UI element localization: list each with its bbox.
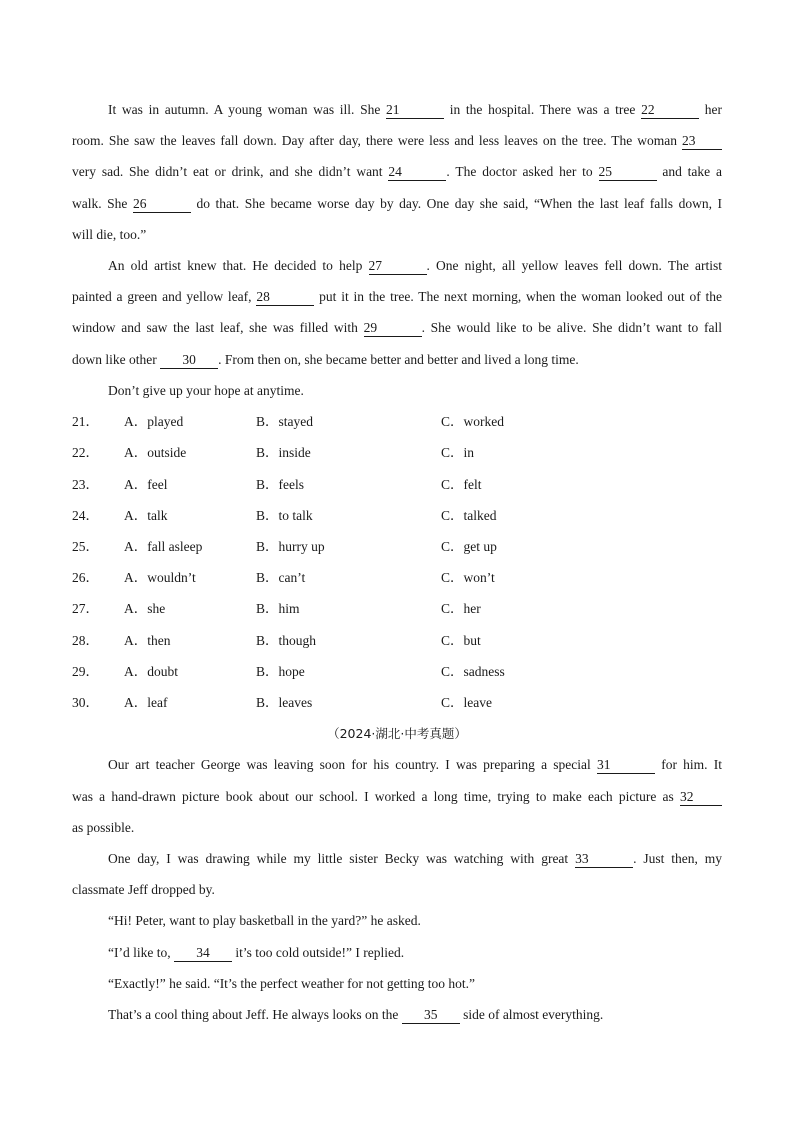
passage1-line-8: window and saw the last leaf, she was filled with 29 . She would like to be alive. She didn’t want to fall	[72, 320, 722, 335]
option-a[interactable]: A．doubt	[124, 664, 178, 679]
option-a[interactable]: A．fall asleep	[124, 539, 203, 554]
option-c[interactable]: C．sadness	[441, 664, 505, 679]
question-26	[72, 568, 732, 588]
blank-33[interactable]: 33	[575, 851, 633, 868]
passage1-line-4: walk. She 26 do that. She became worse day by day. One day she said, “When the last leaf falls down, I	[72, 196, 723, 211]
question-22	[72, 443, 732, 463]
option-c[interactable]: C．felt	[441, 477, 482, 492]
question-27	[72, 599, 732, 619]
question-number: 30．	[72, 695, 99, 710]
question-25	[72, 537, 732, 557]
option-b[interactable]: B．though	[256, 633, 317, 648]
option-c[interactable]: C．talked	[441, 508, 497, 523]
passage2-line-6: “Hi! Peter, want to play basketball in the yard?” he asked.	[108, 913, 421, 928]
question-23	[72, 475, 732, 495]
passage2-line-8: “Exactly!” he said. “It’s the perfect weather for not getting too hot.”	[108, 976, 475, 991]
option-b[interactable]: B．feels	[256, 477, 304, 492]
passage2-line-1: Our art teacher George was leaving soon for his country. I was preparing a special 31 for him. It	[108, 757, 722, 772]
question-21	[72, 412, 732, 432]
question-number: 25．	[72, 539, 99, 554]
blank-22[interactable]: 22	[641, 102, 699, 119]
option-c[interactable]: C．leave	[441, 695, 492, 710]
passage1-line-10: Don’t give up your hope at anytime.	[108, 383, 304, 398]
passage1-line-9: down like other 30 . From then on, she became better and better and lived a long time.	[72, 352, 579, 367]
option-a[interactable]: A．played	[124, 414, 184, 429]
option-a[interactable]: A．wouldn’t	[124, 570, 196, 585]
blank-32[interactable]: 32	[680, 789, 722, 806]
question-number: 26．	[72, 570, 99, 585]
option-b[interactable]: B．leaves	[256, 695, 313, 710]
option-b[interactable]: B．hurry up	[256, 539, 325, 554]
question-number: 22．	[72, 445, 99, 460]
question-number: 29．	[72, 664, 99, 679]
blank-24[interactable]: 24	[388, 164, 446, 181]
question-24	[72, 506, 732, 526]
blank-23[interactable]: 23	[682, 133, 722, 150]
blank-34[interactable]: 34	[174, 945, 232, 962]
option-a[interactable]: A．talk	[124, 508, 168, 523]
question-number: 28．	[72, 633, 99, 648]
question-28	[72, 631, 732, 651]
option-c[interactable]: C．won’t	[441, 570, 495, 585]
option-c[interactable]: C．her	[441, 601, 481, 616]
option-c[interactable]: C．get up	[441, 539, 497, 554]
blank-35[interactable]: 35	[402, 1007, 460, 1024]
passage2-line-2: was a hand-drawn picture book about our school. I worked a long time, trying to make each picture as 32	[72, 787, 722, 807]
passage2-line-9: That’s a cool thing about Jeff. He always looks on the 35 side of almost everything.	[108, 1007, 604, 1022]
option-b[interactable]: B．inside	[256, 445, 311, 460]
passage1-line-5: will die, too.”	[72, 227, 147, 242]
passage1-line-1: It was in autumn. A young woman was ill. She 21 in the hospital. There was a tree 22 her	[108, 102, 722, 117]
option-a[interactable]: A．she	[124, 601, 166, 616]
blank-29[interactable]: 29	[364, 320, 422, 337]
passage2-line-4: One day, I was drawing while my little sister Becky was watching with great 33 . Just then, my	[108, 851, 722, 866]
question-30	[72, 693, 732, 713]
passage1-line-6: An old artist knew that. He decided to help 27 . One night, all yellow leaves fell down. The artist	[108, 258, 722, 273]
blank-26[interactable]: 26	[133, 196, 191, 213]
source-citation: （2024·湖北·中考真题）	[327, 726, 467, 741]
question-number: 27．	[72, 601, 99, 616]
option-a[interactable]: A．then	[124, 633, 171, 648]
blank-27[interactable]: 27	[369, 258, 427, 275]
option-a[interactable]: A．leaf	[124, 695, 168, 710]
passage1-line-7: painted a green and yellow leaf, 28 put it in the tree. The next morning, when the woman looked out of the	[72, 289, 722, 304]
blank-30[interactable]: 30	[160, 352, 218, 369]
option-c[interactable]: C．worked	[441, 414, 504, 429]
blank-25[interactable]: 25	[599, 164, 657, 181]
option-b[interactable]: B．stayed	[256, 414, 313, 429]
option-c[interactable]: C．in	[441, 445, 475, 460]
option-c[interactable]: C．but	[441, 633, 481, 648]
blank-21[interactable]: 21	[386, 102, 444, 119]
option-b[interactable]: B．hope	[256, 664, 305, 679]
option-a[interactable]: A．feel	[124, 477, 168, 492]
passage1-line-3: very sad. She didn’t eat or drink, and she didn’t want 24 . The doctor asked her to 25 and take a	[72, 164, 722, 179]
passage1-line-2: room. She saw the leaves fall down. Day after day, there were less and less leaves on the tree. The woman 23	[72, 131, 722, 151]
passage2-line-3: as possible.	[72, 820, 135, 835]
option-b[interactable]: B．to talk	[256, 508, 313, 523]
option-a[interactable]: A．outside	[124, 445, 187, 460]
passage2-line-7: “I’d like to, 34 it’s too cold outside!” I replied.	[108, 945, 405, 960]
option-b[interactable]: B．him	[256, 601, 300, 616]
question-29	[72, 662, 732, 682]
question-number: 23．	[72, 477, 99, 492]
blank-28[interactable]: 28	[256, 289, 314, 306]
question-number: 21．	[72, 414, 99, 429]
option-b[interactable]: B．can’t	[256, 570, 306, 585]
question-number: 24．	[72, 508, 99, 523]
passage2-line-5: classmate Jeff dropped by.	[72, 882, 215, 897]
blank-31[interactable]: 31	[597, 757, 655, 774]
